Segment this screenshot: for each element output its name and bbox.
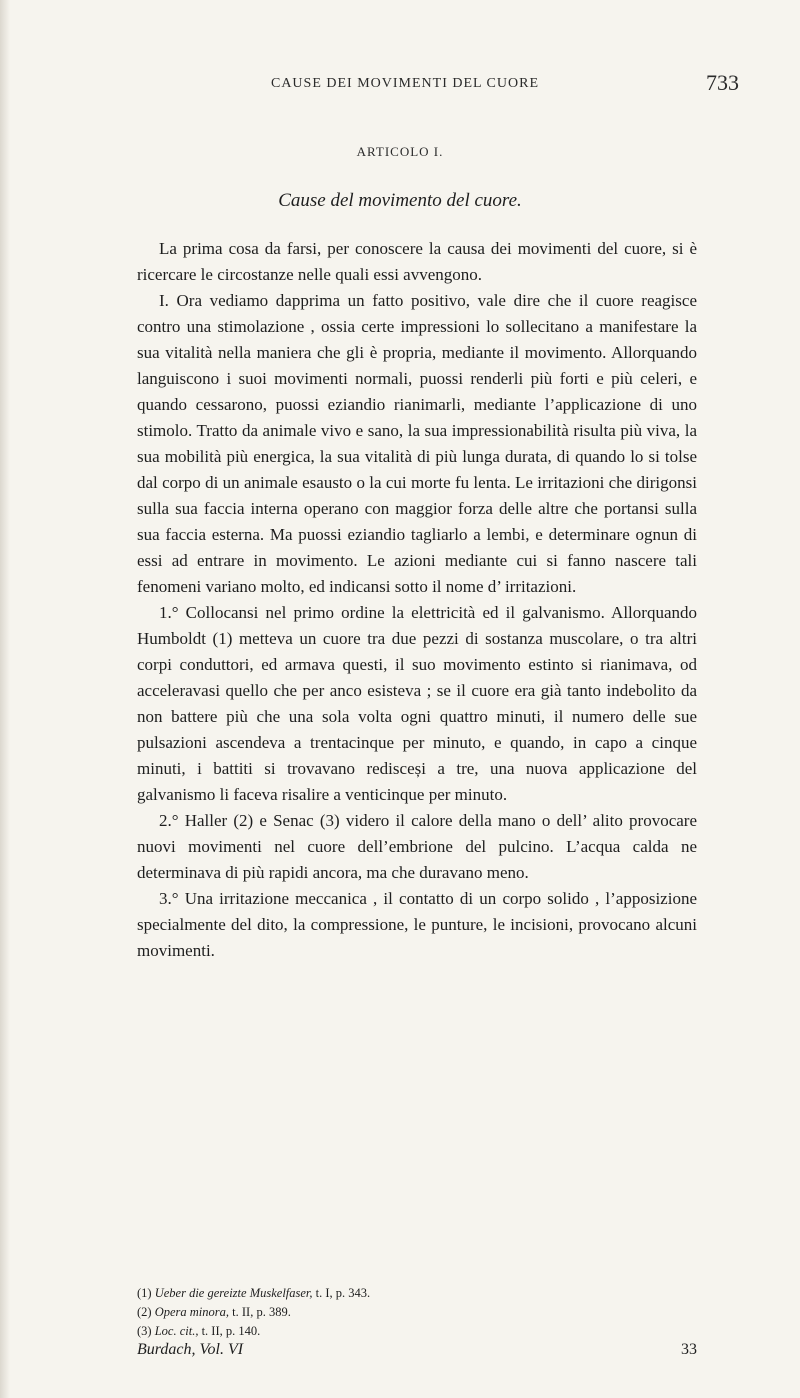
footnote-source: Loc. cit., bbox=[154, 1324, 199, 1338]
footnote-1 bbox=[137, 1284, 697, 1303]
paragraph-item-3: 3.° Una irritazione meccanica , il contatto di un corpo solido , l’apposizione specialmente del dito, la compressione, le punture, le incisioni, provocano alcuni movimenti. bbox=[137, 889, 697, 960]
signature-line bbox=[137, 1341, 697, 1359]
body-text bbox=[137, 236, 697, 964]
paragraph-intro: La prima cosa da farsi, per conoscere la causa dei movimenti del cuore, si è ricercare le circostanze nelle quali essi avvengono. bbox=[137, 239, 697, 284]
footnote-2 bbox=[137, 1303, 697, 1322]
signature-mark: 33 bbox=[681, 1341, 697, 1358]
paragraph-section-i: I. Ora vediamo dapprima un fatto positivo, vale dire che il cuore reagisce contro una stimolazione , ossia certe impressioni lo sollecitano a manifestare la sua vitalità nella maniera che gli è propria, mediante il movimento. Allorquando languiscono i suoi movimenti normali, puossi renderli più forti e più celeri, e quando cessarono, puossi eziandio rianimarli, mediante l’applicazione di uno stimolo. Tratto da animale vivo e sano, la sua impressionabilità risulta più viva, la sua mobilità più energica, la sua vitalità di più lunga durata, di quando lo si tolse dal corpo di un animale esausto o la cui morte fu lenta. Le irritazioni che dirigonsi sulla sua faccia interna operano con maggior forza delle altre che portansi sulla sua faccia esterna. Ma puossi eziandio tagliarlo a lembi, e determinare ognun di essi ad entrare in movimento. Le azioni mediante cui si fanno nascere tali fenomeni variano molto, ed indicansi sotto il nome d’ irritazioni. bbox=[137, 291, 697, 596]
footnotes bbox=[137, 1284, 697, 1341]
running-head: CAUSE DEI MOVIMENTI DEL CUORE bbox=[270, 76, 540, 91]
footnote-source: Ueber die gereizte Muskelfaser, bbox=[154, 1286, 313, 1300]
footnote-3 bbox=[137, 1322, 697, 1341]
footnote-ref: t. II, p. 140. bbox=[201, 1324, 261, 1338]
paragraph-item-2: 2.° Haller (2) e Senac (3) videro il calore della mano o dell’ alito provocare nuovi movimenti nel cuore dell’embrione del pulcino. L’acqua calda ne determinava di più rapidi ancora, ma che duravano meno. bbox=[137, 811, 697, 882]
page-number: 733 bbox=[706, 70, 739, 95]
footnote-marker: (3) bbox=[137, 1324, 152, 1338]
footnote-ref: t. I, p. 343. bbox=[315, 1286, 371, 1300]
paragraph-item-1: 1.° Collocansi nel primo ordine la elettricità ed il galvanismo. Allorquando Humboldt (1) metteva un cuore tra due pezzi di sostanza muscolare, o tra altri corpi conduttori, ed armava questi, il suo movimento estinto si rianimava, od acceleravasi quello che per anco esisteva ; se il cuore era già tanto indebolito da non battere più che una sola volta ogni quattro minuti, il numero delle sue pulsazioni ascendeva a trentacinque per minuto, e quando, in capo a cinque minuti, i battiti si trovavano redisceși a tre, una nuova applicazione del galvanismo li faceva risalire a venticinque per minuto. bbox=[137, 603, 697, 804]
signature-text: Burdach, Vol. VI bbox=[137, 1341, 244, 1358]
section-title: Cause del movimento del cuore. bbox=[278, 190, 522, 211]
footnote-marker: (1) bbox=[137, 1286, 152, 1300]
article-label: ARTICOLO I. bbox=[356, 144, 444, 159]
footnote-ref: t. II, p. 389. bbox=[232, 1305, 291, 1319]
footnote-marker: (2) bbox=[137, 1305, 152, 1319]
footnote-source: Opera minora, bbox=[154, 1305, 230, 1319]
